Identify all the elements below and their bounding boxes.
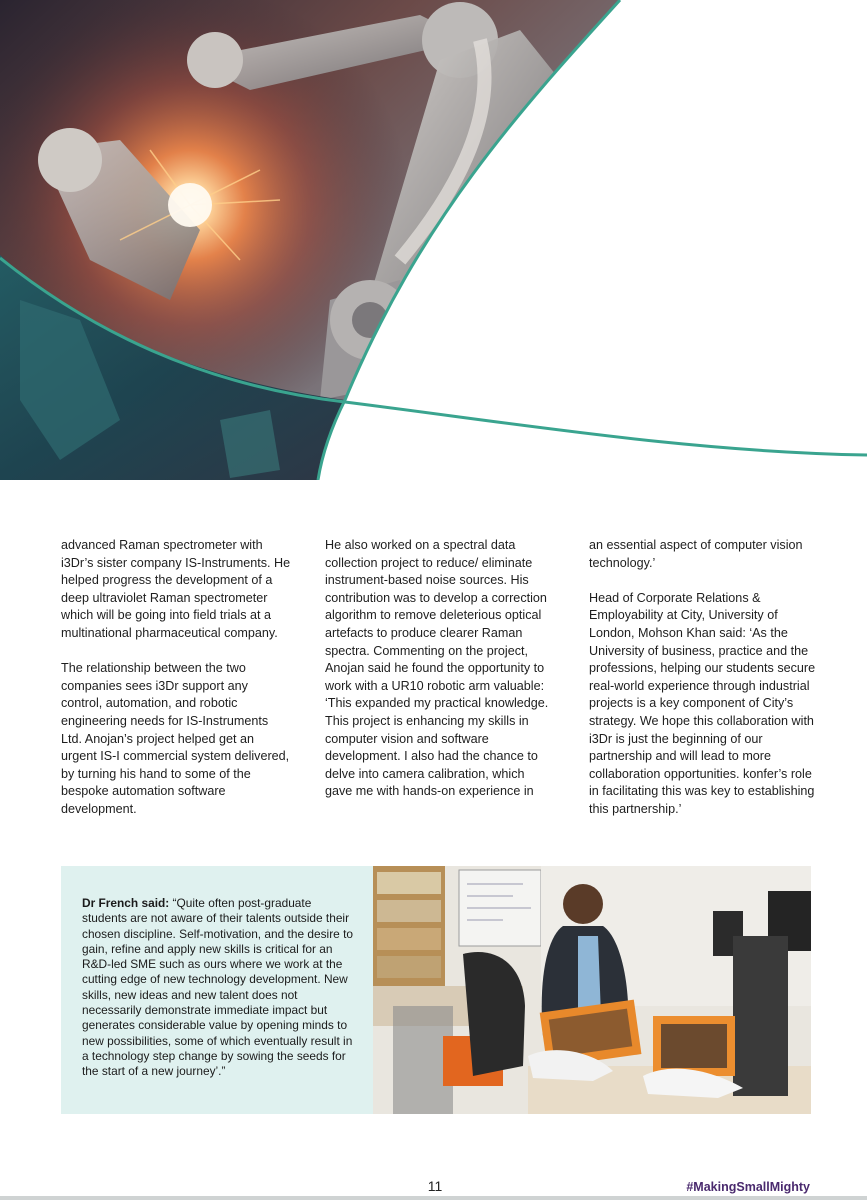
column2-paragraph-1: He also worked on a spectral data collection project to reduce/ eliminate instrument-based noise sources. His contribution was to develop a correction algorithm to remove deleterious optical artefacts to produce clearer Raman spectra. Commenting on the project, Anojan said he found the opportunity to work with a UR10 robotic arm valuable: ‘This expanded my practical knowledge. This project is enhancing my skills in computer vision and software development. I also had the chance to delve into camera calibration, which gave me with hands-on experience in: [325, 538, 549, 799]
column1-paragraph-1: advanced Raman spectrometer with i3Dr’s sister company IS-Instruments. He helped progress the development of a deep ultraviolet Raman spectrometer which will be going into field trials at a multinational pharmaceutical company.: [61, 538, 291, 640]
quote-speaker: Dr French said:: [82, 896, 170, 910]
quote-text: [82, 896, 359, 1080]
student-at-workbench-image: [373, 866, 811, 1114]
column3-paragraph-2: Head of Corporate Relations & Employability at City, University of London, Mohson Khan said: ‘As the University of business, practice and the professions, helping our students secure real-world experience through industrial projects is a key component of City’s strategy. We hope this collaboration with i3Dr is just the beginning of our partnership and will lead to more collaboration opportunities. konfer’s role in facilitating this was key to establishing this partnership.’: [589, 590, 816, 816]
column3-paragraph-1: an essential aspect of computer vision technology.’: [589, 538, 803, 570]
article-column-3: [589, 537, 819, 836]
hero-image: [0, 0, 867, 480]
page-number: 11: [427, 1178, 443, 1194]
student-lab-photo: [373, 866, 811, 1114]
quote-body: “Quite often post-graduate students are not aware of their talents outside their chosen discipline. Self-motivation, and the desire to gain, refine and apply new skills is critical for an R&D-led SME such as ours where we work at the cutting edge of new technology development. New skills, new ideas and new talent does not necessarily demonstrate immediate impact but generates considerable value by opening minds to new possibilities, some of which eventually result in a technology step change by sowing the seeds for the start of a new journey’.”: [82, 896, 353, 1079]
article-column-2: [325, 537, 555, 819]
article-column-1: [61, 537, 291, 836]
robotic-welding-arms-image: [0, 0, 867, 480]
column1-paragraph-2: The relationship between the two companies sees i3Dr support any control, automation, and robotic engineering needs for IS-Instruments Ltd. Anojan’s project helped get an urgent IS-I commercial system delivered, by turning his hand to some of the bespoke automation software development.: [61, 661, 290, 816]
footer-divider: [0, 1196, 867, 1200]
quote-box: [61, 866, 373, 1114]
hashtag-footer: #MakingSmallMighty: [686, 1180, 810, 1194]
